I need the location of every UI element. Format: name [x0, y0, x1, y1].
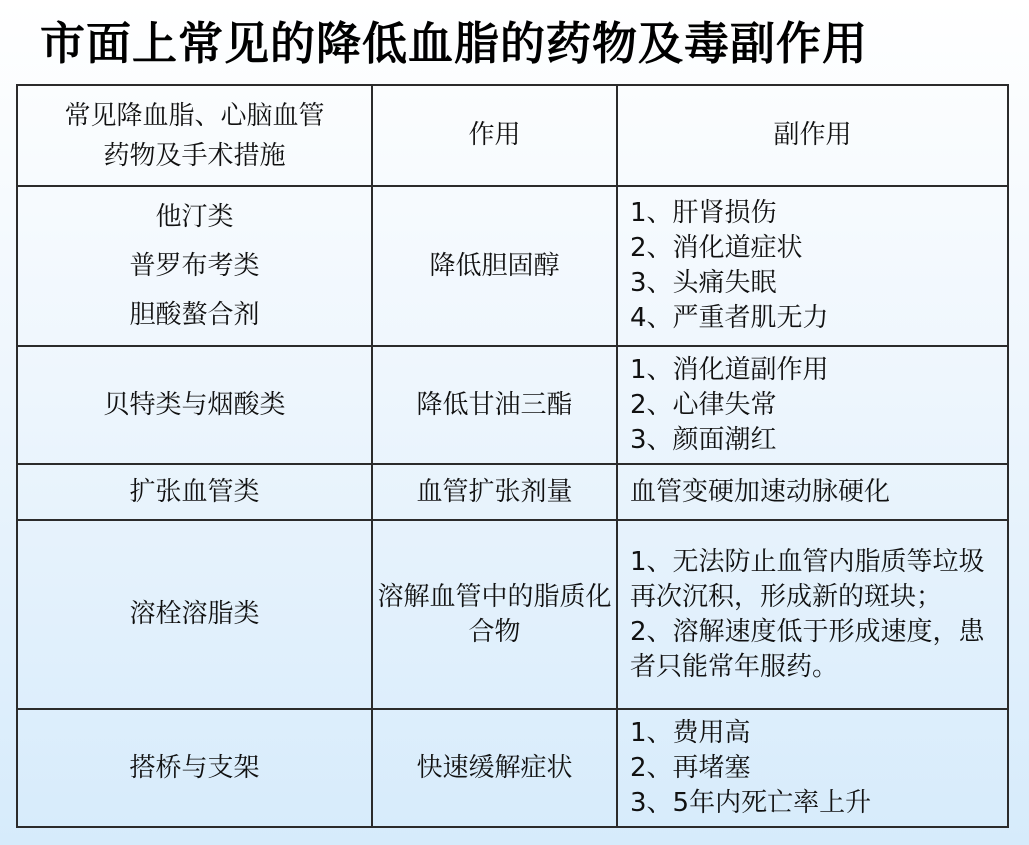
- table-row: [17, 464, 1008, 520]
- page-title: 市面上常见的降低血脂的药物及毒副作用: [40, 17, 869, 70]
- side-effects-cell: [617, 186, 1008, 346]
- side-effect-item: 3、5年内死亡率上升: [630, 787, 872, 818]
- side-effect-item: 1、无法防止血管内脂质等垃圾再次沉积，形成新的斑块；: [630, 546, 985, 612]
- effect-cell: [372, 346, 617, 464]
- side-effect-item: 1、肝肾损伤: [630, 198, 777, 228]
- effect-cell: [372, 520, 617, 709]
- side-effect-item: 2、消化道症状: [630, 233, 803, 263]
- side-effects-cell: [617, 709, 1008, 827]
- drug-name-cell: [17, 520, 372, 709]
- drug-name: 胆酸螯合剂: [129, 299, 260, 330]
- side-effect-item: 1、费用高: [630, 717, 751, 748]
- side-effects-cell: [617, 464, 1008, 520]
- effect-cell: [372, 464, 617, 520]
- drug-name: 搭桥与支架: [129, 752, 260, 783]
- effect-cell: [372, 709, 617, 827]
- header-drug-measures-line1: 常见降血脂、心脑血管: [64, 100, 325, 131]
- header-effect: [372, 85, 617, 186]
- table-header-row: [17, 85, 1008, 186]
- drug-name: 他汀类: [155, 201, 234, 232]
- side-effects-cell: [617, 520, 1008, 709]
- header-drug-measures: [17, 85, 372, 186]
- table-row: [17, 346, 1008, 464]
- side-effect-item: 2、再堵塞: [630, 752, 751, 783]
- drug-name: 普罗布考类: [129, 250, 260, 281]
- side-effects-cell: [617, 346, 1008, 464]
- header-effect-label: 作用: [468, 120, 521, 150]
- effect-text: 快速缓解症状: [416, 752, 573, 783]
- drug-name: 扩张血管类: [129, 476, 260, 507]
- side-effect-item: 2、心律失常: [630, 389, 777, 420]
- side-effect-item: 血管变硬加速动脉硬化: [630, 476, 891, 507]
- side-effect-item: 3、头痛失眠: [630, 268, 777, 298]
- drug-name: 溶栓溶脂类: [129, 599, 260, 629]
- side-effect-item: 1、消化道副作用: [630, 354, 829, 385]
- effect-text: 降低胆固醇: [429, 250, 560, 281]
- effect-cell: [372, 186, 617, 346]
- effect-text: 溶解血管中的脂质化合物: [377, 581, 612, 647]
- table-row: [17, 186, 1008, 346]
- header-side-effects: [617, 85, 1008, 186]
- drug-name-cell: [17, 709, 372, 827]
- effect-text: 血管扩张剂量: [416, 476, 573, 507]
- side-effect-item: 4、严重者肌无力: [630, 303, 829, 333]
- drug-name: 贝特类与烟酸类: [103, 389, 286, 420]
- drug-side-effects-table: [16, 84, 1009, 828]
- table-row: [17, 709, 1008, 827]
- side-effect-item: 3、颜面潮红: [630, 424, 777, 455]
- header-side-effects-label: 副作用: [773, 120, 852, 150]
- effect-text: 降低甘油三酯: [416, 389, 573, 420]
- drug-name-cell: [17, 186, 372, 346]
- drug-name-cell: [17, 464, 372, 520]
- drug-name-cell: [17, 346, 372, 464]
- header-drug-measures-line2: 药物及手术措施: [103, 140, 286, 171]
- side-effect-item: 2、溶解速度低于形成速度，患者只能常年服药。: [630, 616, 985, 682]
- table-row: [17, 520, 1008, 709]
